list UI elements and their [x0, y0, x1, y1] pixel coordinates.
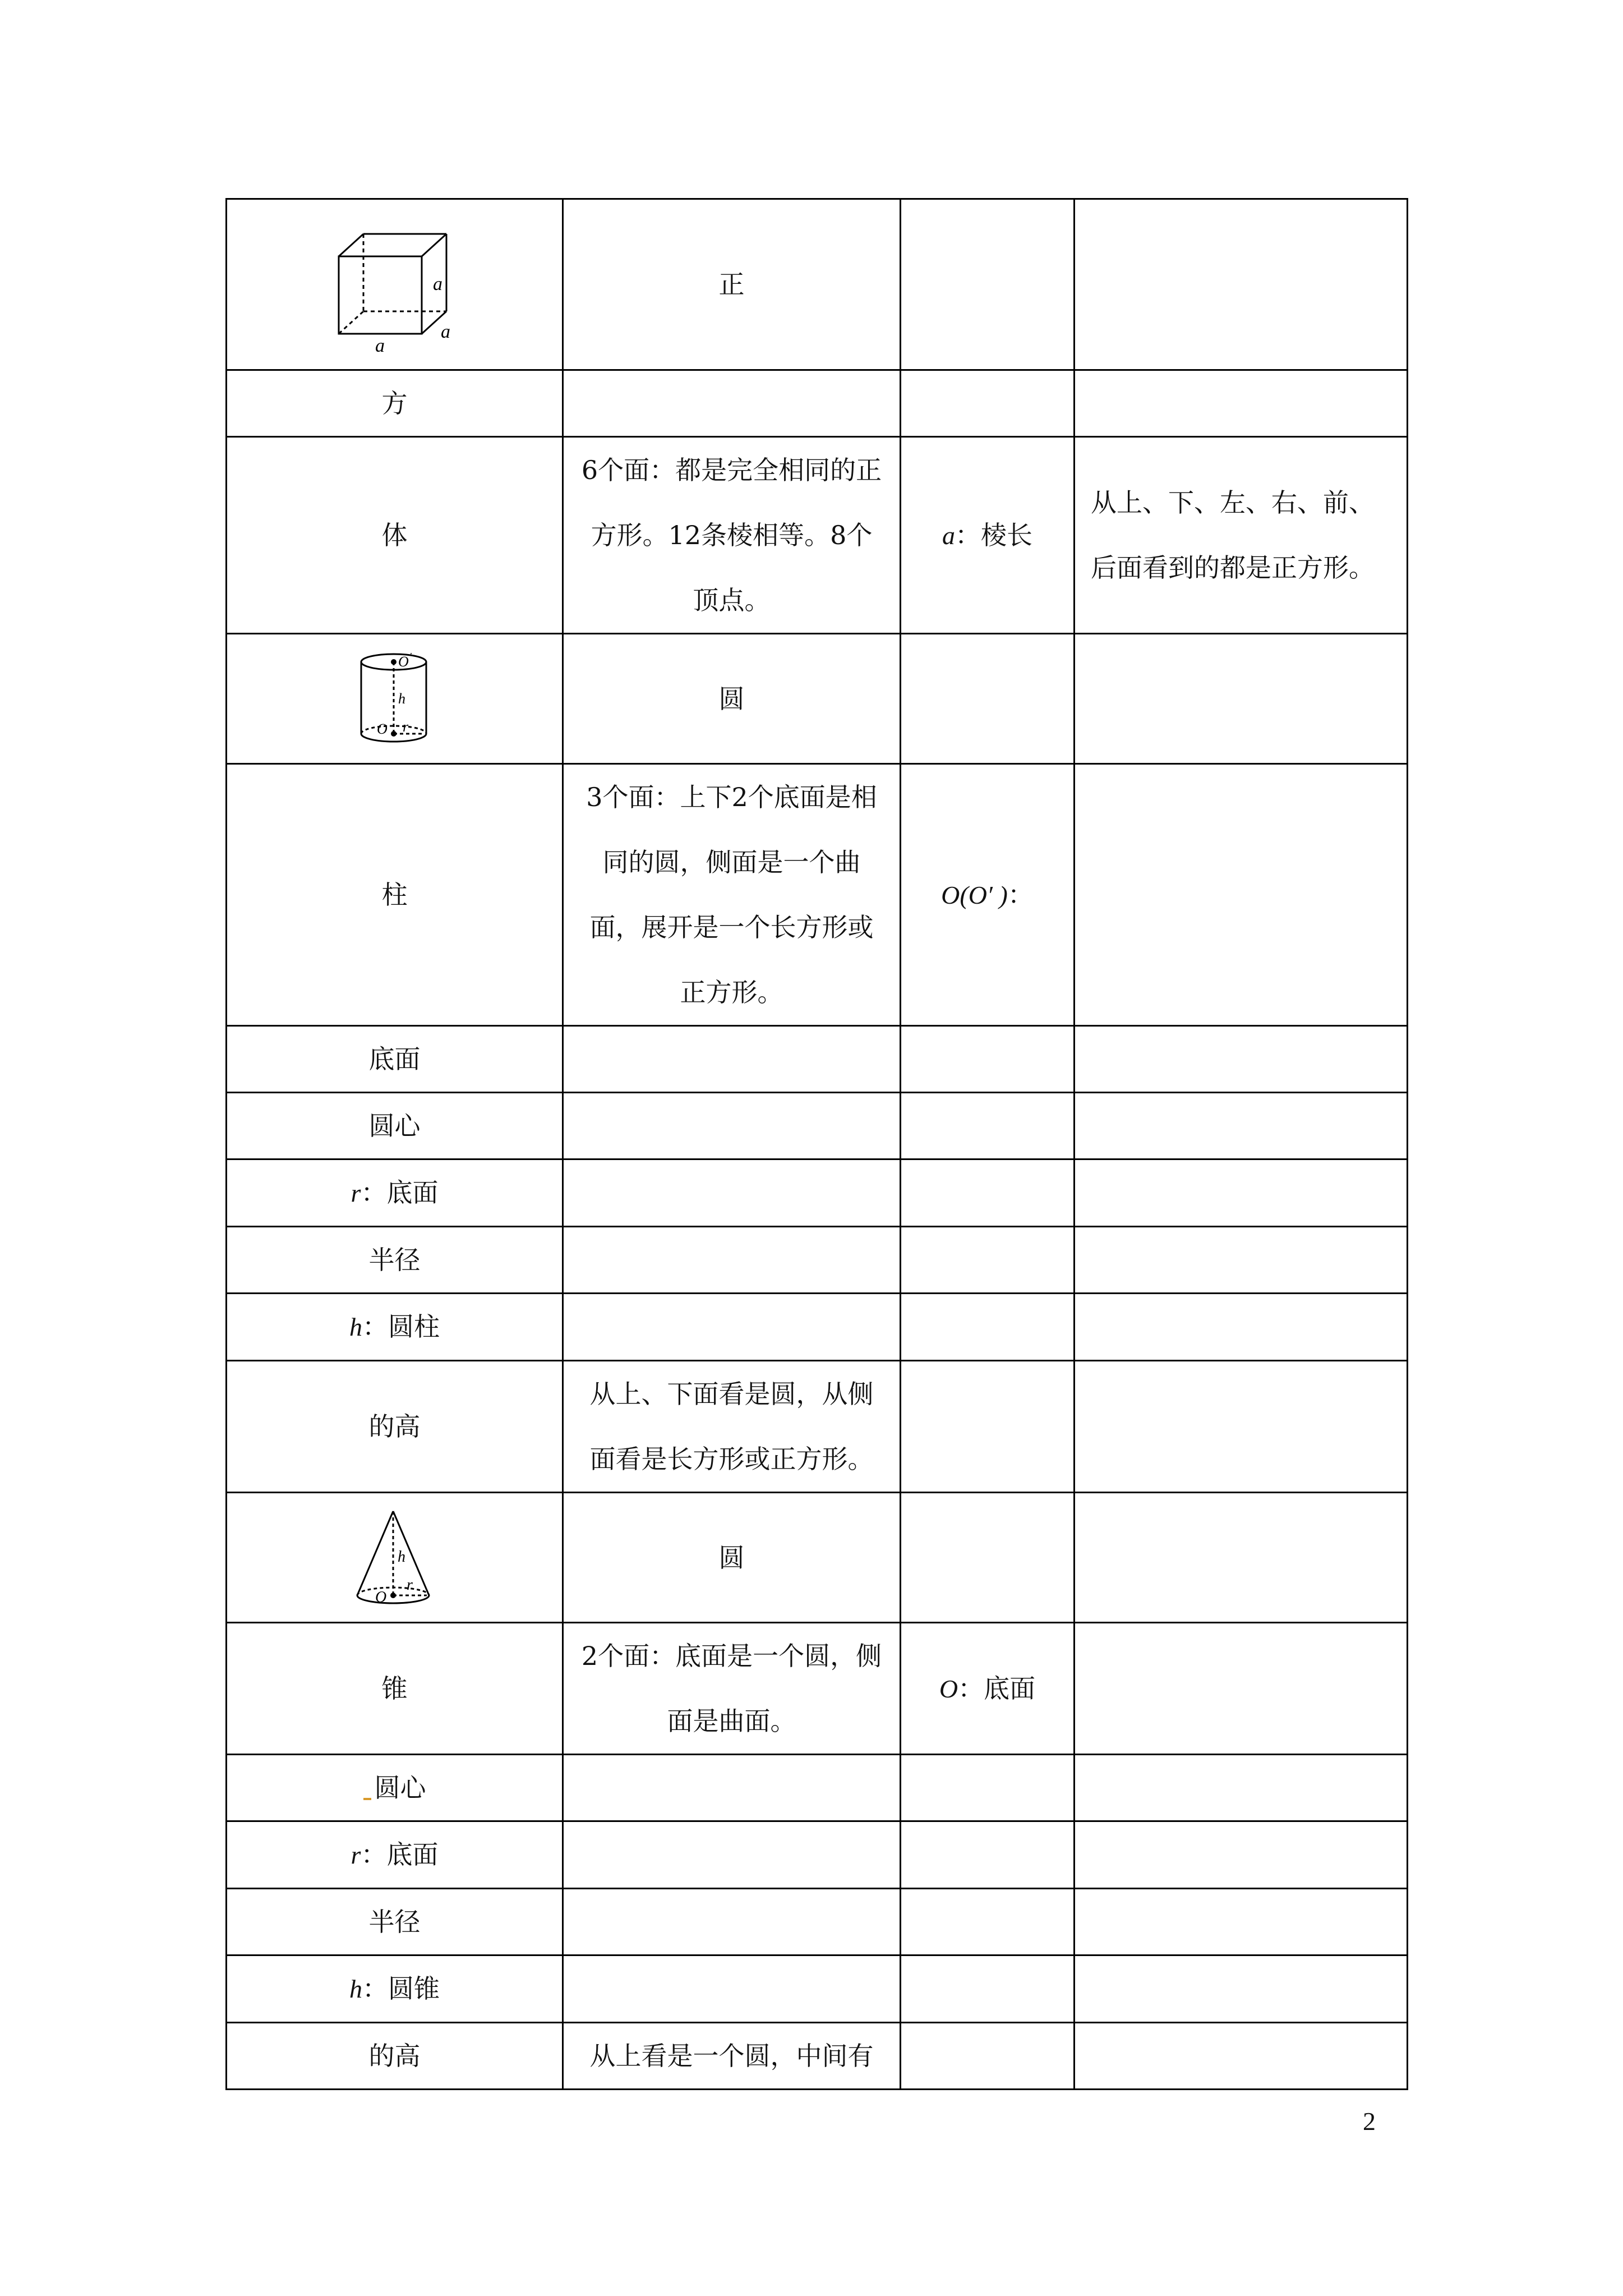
- cylinder-figure-cell: [227, 634, 563, 764]
- cell-text: ：底面: [958, 1673, 1036, 1704]
- cell: [1075, 199, 1408, 370]
- cell: [901, 1361, 1075, 1493]
- cell: 方: [227, 370, 563, 437]
- cube-label: a: [375, 335, 385, 352]
- cell: 圆: [563, 634, 901, 764]
- cell-text: ：圆锥: [362, 1973, 440, 2004]
- cell-text: ：: [1007, 879, 1034, 910]
- table-row: [227, 1955, 1408, 2023]
- table-row: [227, 1093, 1408, 1159]
- cell: [563, 1093, 901, 1159]
- cell: [1075, 634, 1408, 764]
- cell: [563, 1227, 901, 1294]
- cell: 柱: [227, 764, 563, 1026]
- table-row: [227, 1821, 1408, 1889]
- table-row: [227, 437, 1408, 634]
- variable: O(O′ ): [941, 880, 1008, 909]
- cell: 从上、下、左、右、前、后面看到的都是正方形。: [1075, 437, 1408, 634]
- cell: [1075, 764, 1408, 1026]
- cell: [901, 1159, 1075, 1227]
- table-row: [227, 1623, 1408, 1755]
- cell: [227, 1955, 563, 2023]
- table-row: [227, 1755, 1408, 1821]
- variable: h: [349, 1313, 362, 1341]
- cell: 的高: [227, 1361, 563, 1493]
- cell: [563, 1889, 901, 1955]
- cell: 半径: [227, 1889, 563, 1955]
- cell: [1075, 1821, 1408, 1889]
- cell: [901, 1889, 1075, 1955]
- cell: [901, 370, 1075, 437]
- cell: [227, 1159, 563, 1227]
- cell-text: ：棱长: [955, 519, 1032, 550]
- table-row: [227, 1294, 1408, 1361]
- cell: [563, 1159, 901, 1227]
- cylinder-label: O: [398, 654, 409, 670]
- table-row: [227, 1361, 1408, 1493]
- cell: 锥: [227, 1623, 563, 1755]
- cell: 2个面：底面是一个圆，侧面是曲面。: [563, 1623, 901, 1755]
- cylinder-label: O: [376, 721, 388, 737]
- cell: 体: [227, 437, 563, 634]
- cell-text: 圆心: [374, 1773, 426, 1803]
- cell: [901, 1294, 1075, 1361]
- cone-figure: [353, 1506, 437, 1609]
- cell: [227, 1294, 563, 1361]
- cube-figure-cell: [227, 199, 563, 370]
- cylinder-figure: [356, 650, 434, 748]
- cell-text: ：圆柱: [362, 1312, 440, 1342]
- cell: [901, 1227, 1075, 1294]
- cell: [1075, 1361, 1408, 1493]
- page-number: 2: [1363, 2107, 1376, 2136]
- cell: [563, 1294, 901, 1361]
- variable: r: [351, 1179, 361, 1207]
- cone-label: O: [375, 1589, 386, 1606]
- cell: [1075, 2023, 1408, 2090]
- table-row: [227, 2023, 1408, 2090]
- cell: 半径: [227, 1227, 563, 1294]
- table-row: [227, 1889, 1408, 1955]
- cell: 圆: [563, 1493, 901, 1623]
- table-row: [227, 764, 1408, 1026]
- cell: [901, 1755, 1075, 1821]
- cell: [1075, 1493, 1408, 1623]
- table-row: [227, 1026, 1408, 1093]
- cell: 正: [563, 199, 901, 370]
- variable: r: [351, 1841, 361, 1869]
- cell: 6个面：都是完全相同的正方形。12条棱相等。8个顶点。: [563, 437, 901, 634]
- cell: [901, 1955, 1075, 2023]
- cell: [563, 1026, 901, 1093]
- table-row: [227, 634, 1408, 764]
- cell: [563, 370, 901, 437]
- cell: [563, 1955, 901, 2023]
- cell-text: ：底面: [361, 1177, 439, 1208]
- cell: [901, 1821, 1075, 1889]
- cone-figure-cell: [227, 1493, 563, 1623]
- cell: [901, 1093, 1075, 1159]
- cell: [1075, 1955, 1408, 2023]
- cell: [1075, 1755, 1408, 1821]
- cell: [1075, 1623, 1408, 1755]
- table-row: [227, 1227, 1408, 1294]
- cone-label: r: [406, 1576, 413, 1594]
- cube-figure: [322, 217, 468, 352]
- cell-text: ：底面: [361, 1839, 439, 1870]
- cell: [1075, 1026, 1408, 1093]
- edit-mark: [363, 1798, 371, 1800]
- cell: [1075, 1093, 1408, 1159]
- table-row: [227, 370, 1408, 437]
- cone-label: h: [397, 1548, 405, 1566]
- cell: [563, 1755, 901, 1821]
- cell: [1075, 1227, 1408, 1294]
- cell: [563, 1821, 901, 1889]
- cell: 圆心: [227, 1093, 563, 1159]
- cell: [1075, 1294, 1408, 1361]
- cell: [1075, 1159, 1408, 1227]
- cell: 从上看是一个圆，中间有: [563, 2023, 901, 2090]
- geometry-table: [225, 198, 1408, 2090]
- cell: [901, 2023, 1075, 2090]
- variable: a: [942, 521, 955, 550]
- table-row: [227, 1493, 1408, 1623]
- cylinder-label: r: [402, 719, 408, 735]
- cell: [901, 1623, 1075, 1755]
- cell: 的高: [227, 2023, 563, 2090]
- variable: O: [939, 1674, 958, 1703]
- cell: [227, 1821, 563, 1889]
- cell: [1075, 370, 1408, 437]
- cell: 从上、下面看是圆，从侧面看是长方形或正方形。: [563, 1361, 901, 1493]
- cell: 3个面：上下2个底面是相同的圆，侧面是一个曲面，展开是一个长方形或正方形。: [563, 764, 901, 1026]
- cell: [901, 764, 1075, 1026]
- cell: [901, 1493, 1075, 1623]
- cell: [901, 634, 1075, 764]
- cylinder-label: h: [398, 691, 405, 707]
- variable: h: [349, 1975, 362, 2003]
- table-row: [227, 1159, 1408, 1227]
- cell: [1075, 1889, 1408, 1955]
- cell: [227, 1755, 563, 1821]
- table-row: [227, 199, 1408, 370]
- cylinder-label: ′: [409, 651, 412, 662]
- cell: [901, 1026, 1075, 1093]
- cell: 底面: [227, 1026, 563, 1093]
- cube-label: a: [432, 274, 442, 295]
- cube-label: a: [440, 321, 450, 342]
- cell: [901, 437, 1075, 634]
- cell: [901, 199, 1075, 370]
